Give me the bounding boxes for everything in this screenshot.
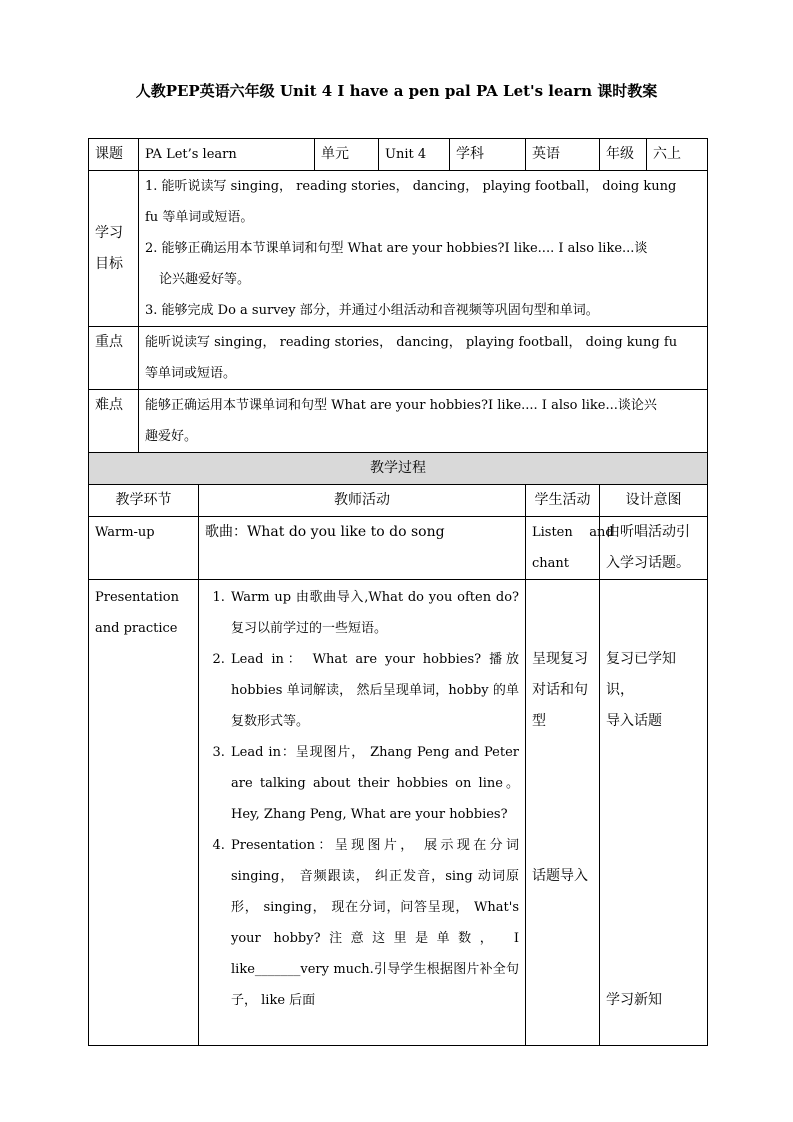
objective-1-line1: 1. 能听说读写 singing， reading stories， dancing， playing football， doing kung [145,179,677,194]
spacer [532,582,593,644]
presentation-student [526,580,600,1046]
warmup-teacher: 歌曲：What do you like to do song [199,517,526,580]
warmup-intent [600,517,708,580]
presentation-teacher [199,580,526,1046]
spacer [532,737,593,861]
presentation-student-1c: 型 [532,713,546,729]
presentation-step-3: 3. Lead in：呈现图片， Zhang Peng and Peter are talking about their hobbies on line。Hey, Zhang Peng, What are your hobbies? [229,737,519,830]
objectives-label [89,171,139,327]
subject-value: 英语 [526,139,600,171]
spacer [606,582,701,644]
objectives-label-line2: 目标 [95,255,123,272]
document-title: 人教PEP英语六年级 Unit 4 I have a pen pal PA Let's learn 课时教案 [135,82,658,100]
warmup-intent-line1: 由听唱活动引 [606,524,690,540]
topic-value: PA Let’s learn [139,139,315,171]
presentation-stage-line2: and practice [95,621,178,636]
unit-value: Unit 4 [379,139,450,171]
col-student-header: 学生活动 [526,485,600,517]
objective-3: 3. 能够完成 Do a survey 部分，并通过小组活动和音视频等巩固句型和单词。 [145,303,599,318]
difficult-points-label: 难点 [89,390,139,453]
presentation-step-2: 2. Lead in： What are your hobbies? 播放 hobbies 单词解读， 然后呈现单词，hobby 的单复数形式等。 [229,644,519,737]
key-points-content [139,327,708,390]
warmup-student-line1: Listen and [532,525,614,540]
warmup-student-line2: chant [532,556,570,571]
objectives-content [139,171,708,327]
warmup-stage: Warm-up [89,517,199,580]
presentation-intent-1a: 复习已学知识， [606,651,676,698]
key-points-line1: 能听说读写 singing， reading stories， dancing， playing football， doing kung fu [145,335,678,350]
warmup-intent-line2: 入学习话题。 [606,555,690,571]
topic-label: 课题 [89,139,139,171]
presentation-student-1b: 对话和句 [532,682,588,698]
presentation-stage [89,580,199,1046]
presentation-student-2: 话题导入 [532,868,588,884]
spacer [606,737,701,985]
difficult-points-line2: 趣爱好。 [145,429,198,444]
presentation-step-4: 4. Presentation：呈现图片， 展示现在分词 singing， 音频跟读， 纠正发音，sing 动词原形， singing， 现在分词，问答呈现， What's your hobby?注意这里是单数， I like_______very much.引导学生根据图片补全句子， like 后面 [229,830,519,1016]
grade-label: 年级 [600,139,647,171]
presentation-intent [600,580,708,1046]
key-points-line2: 等单词或短语。 [145,366,237,381]
col-intent-header: 设计意图 [600,485,708,517]
objective-2-line1: 2. 能够正确运用本节课单词和句型 What are your hobbies?I like.... I also like...谈 [145,241,648,256]
objective-2-line2: 论兴趣爱好等。 [159,272,251,287]
presentation-stage-line1: Presentation [95,590,179,605]
unit-label: 单元 [315,139,379,171]
process-heading: 教学过程 [89,453,708,485]
lesson-plan-table [88,138,707,1046]
presentation-step-1: 1. Warm up 由歌曲导入,What do you often do? 复习以前学过的一些短语。 [229,582,519,644]
key-points-label: 重点 [89,327,139,390]
difficult-points-line1: 能够正确运用本节课单词和句型 What are your hobbies?I like.... I also like...谈论兴 [145,398,657,413]
subject-label: 学科 [450,139,526,171]
presentation-student-1a: 呈现复习 [532,651,588,667]
presentation-intent-1b: 导入话题 [606,713,662,729]
presentation-intent-2: 学习新知 [606,992,662,1008]
objective-1-line2: fu 等单词或短语。 [145,210,254,225]
difficult-points-content [139,390,708,453]
warmup-student [526,517,614,580]
grade-value: 六上 [647,139,708,171]
presentation-steps [205,582,519,1016]
col-stage-header: 教学环节 [89,485,199,517]
col-teacher-header: 教师活动 [199,485,526,517]
objectives-label-line1: 学习 [95,224,123,241]
